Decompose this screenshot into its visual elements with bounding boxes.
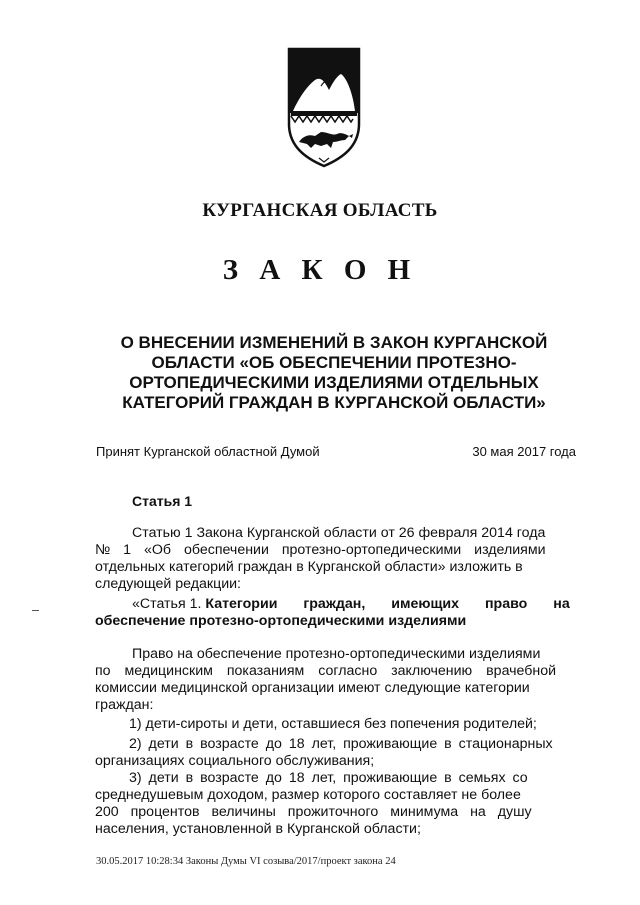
region-name: КУРГАНСКАЯ ОБЛАСТЬ — [202, 200, 438, 221]
document-type: З А К О Н — [222, 254, 418, 286]
list-item-line: 2) дети в возрасте до 18 лет, проживающие в стационарных — [129, 736, 553, 752]
law-title-line: ОРТОПЕДИЧЕСКИМИ ИЗДЕЛИЯМИ ОТДЕЛЬНЫХ — [129, 373, 539, 392]
list-item-line: организациях социального обслуживания; — [95, 753, 375, 769]
quote-heading-line: Категории граждан, имеющих право на — [205, 596, 570, 612]
paragraph-line: отдельных категорий граждан в Курганской области» изложить в — [95, 559, 523, 575]
document-footer: 30.05.2017 10:28:34 Законы Думы VI созыва/2017/проект закона 24 — [96, 856, 396, 867]
paragraph-line: комиссии медицинской организации имеют следующие категории — [95, 680, 530, 696]
article-heading: Статья 1 — [132, 493, 193, 509]
law-title-line: О ВНЕСЕНИИ ИЗМЕНЕНИЙ В ЗАКОН КУРГАНСКОЙ — [120, 333, 548, 352]
article-paragraph — [95, 646, 578, 714]
law-title-line: ОБЛАСТИ «ОБ ОБЕСПЕЧЕНИИ ПРОТЕЗНО- — [151, 353, 517, 372]
list-item — [95, 716, 578, 733]
paragraph-line: следующей редакции: — [95, 576, 241, 592]
list-item — [95, 770, 578, 838]
list-item — [95, 736, 578, 770]
article-paragraph — [95, 525, 578, 593]
law-title — [110, 333, 558, 413]
list-item-line: среднедушевым доходом, размер которого составляет не более — [95, 787, 521, 803]
paragraph-line: Статью 1 Закона Курганской области от 26 февраля 2014 года — [132, 525, 546, 541]
paragraph-line: по медицинским показаниям согласно заключению врачебной — [95, 663, 557, 679]
paragraph-line: граждан: — [95, 697, 154, 713]
paragraph-line: № 1 «Об обеспечении протезно-ортопедическими изделиями — [95, 542, 546, 558]
law-title-line: КАТЕГОРИЙ ГРАЖДАН В КУРГАНСКОЙ ОБЛАСТИ» — [122, 393, 546, 412]
margin-mark — [32, 610, 39, 611]
list-item-line: населения, установленной в Курганской области; — [95, 821, 421, 837]
quoted-article-heading — [95, 596, 578, 630]
coat-of-arms-icon — [285, 46, 363, 170]
quote-heading-line: обеспечение протезно-ортопедическими изделиями — [95, 613, 467, 629]
quote-prefix: «Статья 1. — [132, 596, 202, 612]
adopted-by: Принят Курганской областной Думой — [96, 444, 320, 459]
list-item-line: 3) дети в возрасте до 18 лет, проживающие в семьях со — [129, 770, 528, 786]
list-item-line: 1) дети-сироты и дети, оставшиеся без попечения родителей; — [129, 716, 537, 732]
paragraph-line: Право на обеспечение протезно-ортопедическими изделиями — [132, 646, 541, 662]
adoption-date: 30 мая 2017 года — [472, 444, 576, 459]
list-item-line: 200 процентов величины прожиточного минимума на душу — [95, 804, 532, 820]
